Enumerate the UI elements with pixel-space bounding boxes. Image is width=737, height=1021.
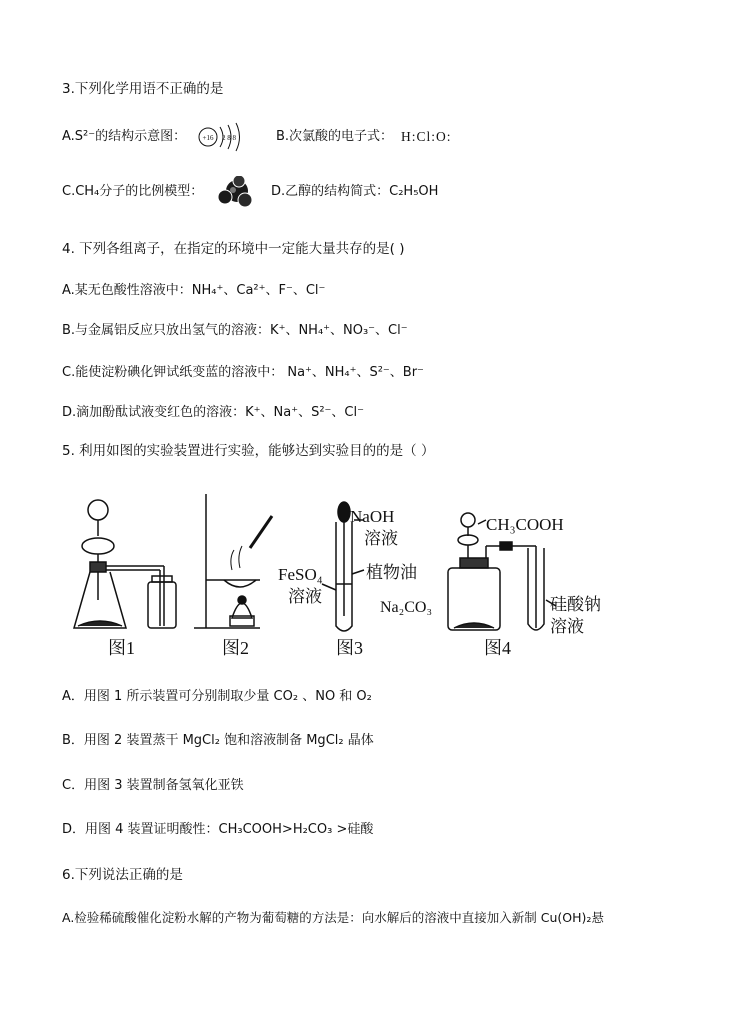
acetic-acid-label: CH₃COOH [486,515,564,534]
sodium-carbonate-label: Na₂CO₃ [380,599,433,616]
vegetable-oil-label: 植物油 [366,563,417,582]
hypochlorous-acid-electron-formula: H:Cl:O: [401,129,452,144]
fig4-caption: 图4 [484,638,511,658]
q3-title: 3.下列化学用语不正确的是 [62,81,224,97]
feso4-solution-label: 溶液 [288,587,322,606]
sodium-silicate-solution-label: 溶液 [550,617,584,636]
q5-title: 5. 利用如图的实验装置进行实验，能够达到实验目的的是（ ） [62,443,435,459]
q4-option-b: B.与金属铝反应只放出氢气的溶液：K⁺、NH₄⁺、NO₃⁻、Cl⁻ [62,323,408,338]
fig3-caption: 图3 [336,638,363,658]
naoh-solution-label: 溶液 [364,529,398,548]
methane-space-filling-model-icon [216,176,256,210]
fig1-caption: 图1 [108,638,135,658]
q4-option-a: A.某无色酸性溶液中：NH₄⁺、Ca²⁺、F⁻、Cl⁻ [62,283,326,298]
sulfide-ion-structure-diagram [196,121,248,153]
electron-shells-label: 2 8 8 [222,134,236,142]
q3-option-c-label: C.CH₄分子的比例模型： [62,184,204,199]
q3-option-a-label: A.S²⁻的结构示意图： [62,129,187,144]
q3-option-b-label: B.次氯酸的电子式： [276,129,394,144]
q3-option-d: D.乙醇的结构简式：C₂H₅OH [271,184,439,199]
fig2-caption: 图2 [222,638,249,658]
feso4-label: FeSO₄ [278,565,323,584]
nucleus-charge-label: +16 [202,134,214,142]
q4-title: 4. 下列各组离子，在指定的环境中一定能大量共存的是( ) [62,241,405,257]
q4-option-d: D.滴加酚酞试液变红色的溶液：K⁺、Na⁺、S²⁻、Cl⁻ [62,405,364,420]
q4-option-c: C.能使淀粉碘化钾试纸变蓝的溶液中： Na⁺、NH₄⁺、S²⁻、Br⁻ [62,365,424,380]
q5-option-d: D．用图 4 装置证明酸性：CH₃COOH>H₂CO₃ >硅酸 [62,822,374,837]
q5-option-c: C．用图 3 装置制备氢氧化亚铁 [62,778,244,793]
fig2-apparatus [194,494,272,628]
naoh-label: NaOH [350,507,395,526]
q6-title: 6.下列说法正确的是 [62,867,183,883]
q6-option-a: A.检验稀硫酸催化淀粉水解的产物为葡萄糖的方法是：向水解后的溶液中直接加入新制 Cu(OH)₂悬 [62,910,604,925]
experiment-apparatus-figure [64,488,624,664]
sodium-silicate-label: 硅酸钠 [550,595,601,614]
q5-option-a: A．用图 1 所示装置可分别制取少量 CO₂ 、NO 和 O₂ [62,689,372,704]
q5-option-b: B．用图 2 装置蒸干 MgCl₂ 饱和溶液制备 MgCl₂ 晶体 [62,733,374,748]
fig1-apparatus [74,500,176,628]
